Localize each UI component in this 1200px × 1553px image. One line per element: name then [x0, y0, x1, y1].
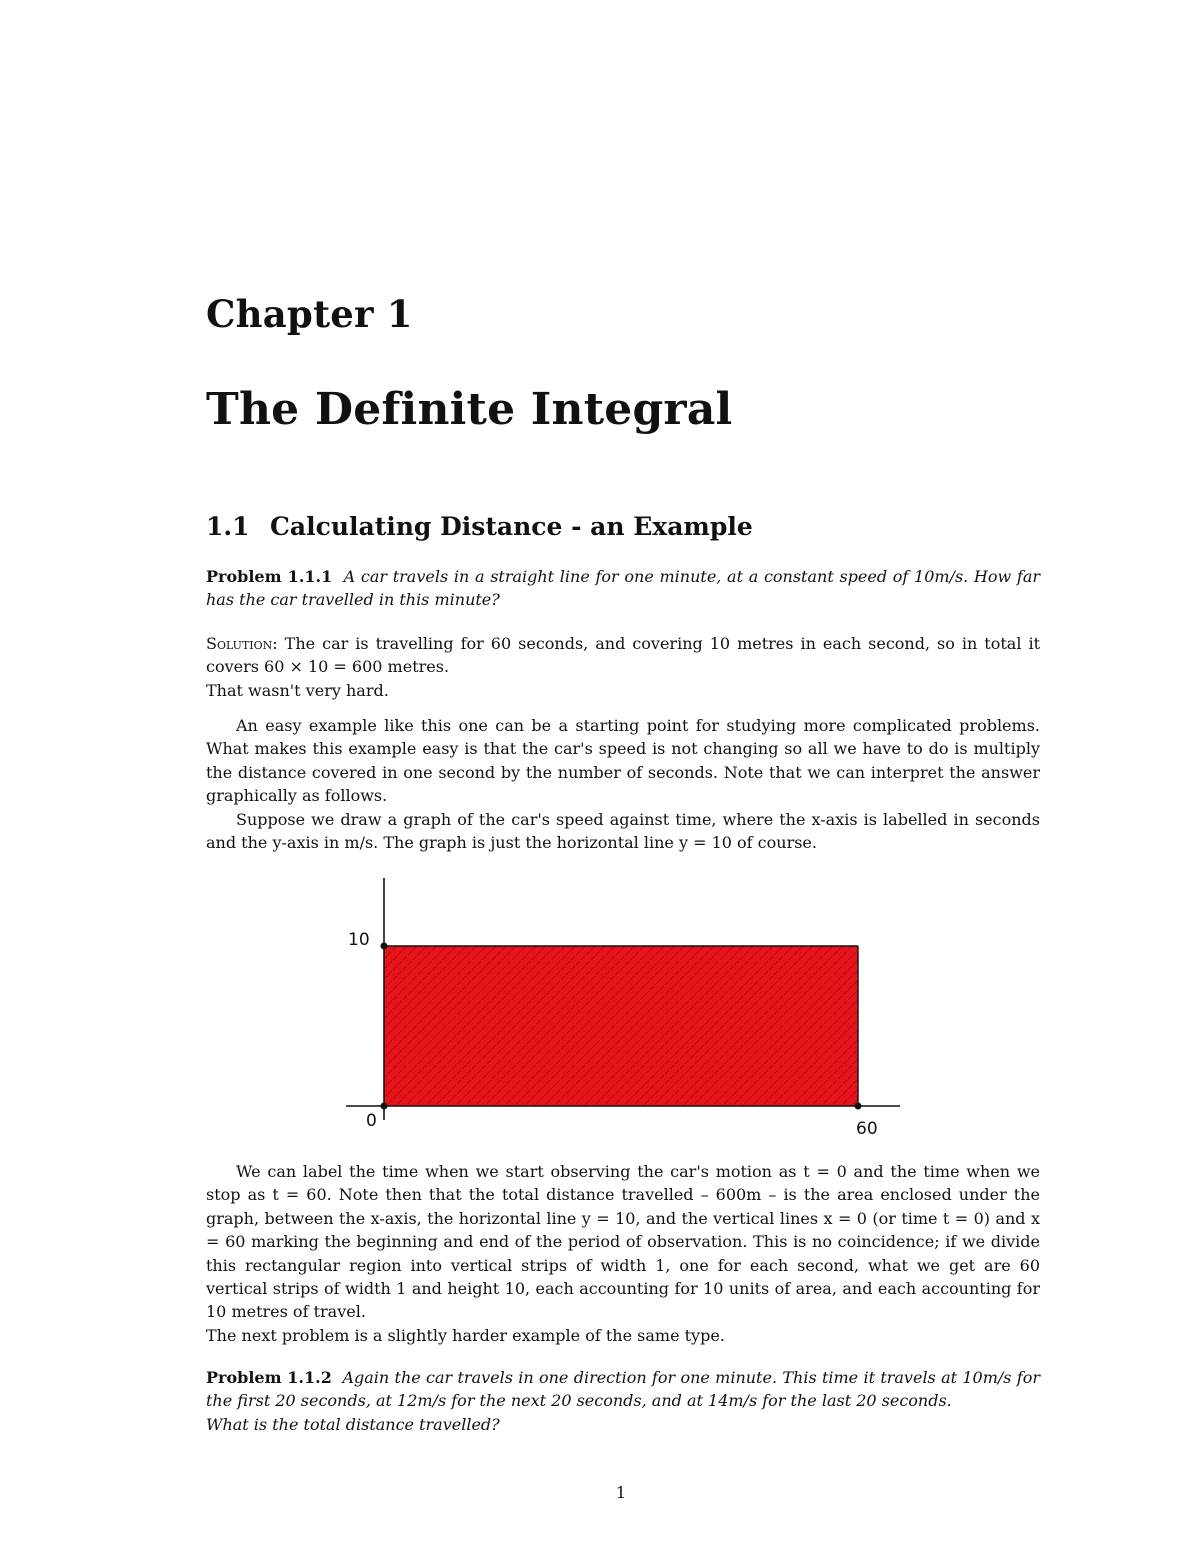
- problem-1: [206, 565, 1040, 612]
- paragraph-3: We can label the time when we start observing the car's motion as t = 0 and the time when we stop as t = 60. Note then that the total distance travelled – 600m – is the area enclosed under the graph, between the x-axis, the horizontal line y = 10, and the vertical lines x = 0 (or time t = 0) and x = 60 marking the beginning and end of the period of observation. This is no coincidence; if we divide this rectangular region into vertical strips of width 1, one for each second, what we get are 60 vertical strips of width 1 and height 10, each accounting for 10 units of area, and each accounting for 10 metres of travel.: [206, 1162, 1040, 1322]
- tick-label-origin: 0: [366, 1111, 377, 1131]
- problem-1-label: Problem 1.1.1: [206, 567, 333, 586]
- body-paragraphs: [206, 714, 1040, 854]
- problem-2-question: What is the total distance travelled?: [206, 1414, 500, 1434]
- speed-time-graph: [340, 874, 910, 1144]
- problem-2-label: Problem 1.1.2: [206, 1368, 332, 1387]
- section-number: 1.1: [206, 512, 250, 541]
- solution-remark: That wasn't very hard.: [206, 680, 389, 700]
- point-60-0: [855, 1103, 862, 1110]
- page-number: 1: [615, 1483, 627, 1502]
- paragraph-1: An easy example like this one can be a starting point for studying more complicated problems. What makes this example easy is that the car's speed is not changing so all we have to do is multiply the distance covered in one second by the number of seconds. Note that we can interpret the answer graphically as follows.: [206, 716, 1040, 806]
- speed-time-graph-svg: [340, 874, 910, 1144]
- point-origin: [381, 1103, 388, 1110]
- paragraph-2: Suppose we draw a graph of the car's speed against time, where the x-axis is labelled in seconds and the y-axis in m/s. The graph is just the horizontal line y = 10 of course.: [206, 809, 1040, 853]
- problem-2: [206, 1366, 1040, 1436]
- chapter-title: The Definite Integral: [206, 384, 733, 435]
- area-hatch: [384, 946, 858, 1106]
- solution-text: The car is travelling for 60 seconds, and covering 10 metres in each second, so in total it covers 60 × 10 = 600 metres.: [206, 634, 1040, 677]
- section-title: Calculating Distance - an Example: [270, 512, 753, 541]
- problem-2-text: Again the car travels in one direction for one minute. This time it travels at 10m/s for the first 20 seconds, at 12m/s for the next 20 seconds, and at 14m/s for the last 20 seconds.: [206, 1368, 1040, 1411]
- paragraph-4: The next problem is a slightly harder example of the same type.: [206, 1325, 725, 1345]
- tick-label-y-10: 10: [348, 930, 370, 950]
- section-heading: [206, 512, 753, 541]
- point-0-10: [381, 943, 388, 950]
- solution-label: Solution:: [206, 634, 278, 653]
- tick-label-x-60: 60: [856, 1119, 878, 1139]
- solution-block: [206, 632, 1040, 702]
- problem-1-text: A car travels in a straight line for one minute, at a constant speed of 10m/s. How far has the car travelled in this minute?: [206, 567, 1041, 610]
- after-figure-text: [206, 1160, 1040, 1347]
- chapter-label: Chapter 1: [206, 292, 413, 336]
